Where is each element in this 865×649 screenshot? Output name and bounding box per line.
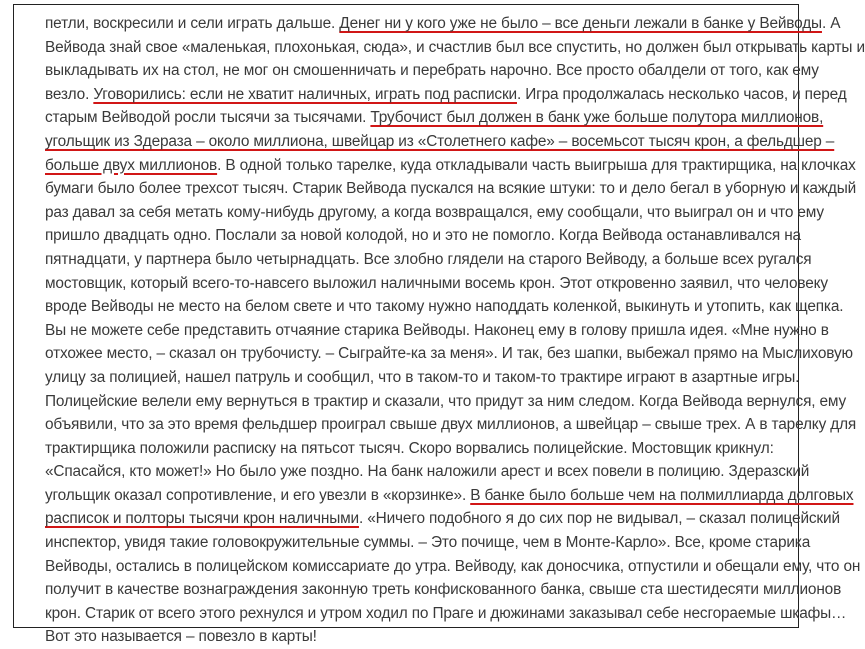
underlined-phrase: Уговорились: если не хватит наличных, играть под расписки bbox=[93, 85, 517, 103]
text-segment: пришло двадцать одно. Послали за новой колодой, но и это не помогло. Когда Вейвода останавливался на bbox=[45, 227, 801, 245]
text-segment: мостовщик, который всего-то-навсего выложил наличными восемь крон. Этот откровенно заявил, что человеку bbox=[45, 274, 828, 292]
text-segment: Вейвода знай свое «маленькая, плохонькая, сюда», и счастлив был все спустить, но должен был открывать карты и bbox=[45, 38, 865, 56]
text-segment: получит в качестве вознаграждения законную треть конфискованного банка, свыше ста шестидесяти миллионов bbox=[45, 581, 842, 599]
text-segment: пятнадцати, у партнера было четырнадцать. Все злобно глядели на старого Вейводу, а больше всех ругался bbox=[45, 250, 812, 268]
article-text bbox=[45, 12, 865, 649]
underlined-phrase: расписок и полторы тысячи крон наличными bbox=[45, 510, 359, 528]
text-segment: «Спасайся, кто может!» Но было уже поздно. На банк наложили арест и всех повели в полицию. Здеразский bbox=[45, 463, 810, 481]
underlined-phrase: угольщик из Здераза – около миллиона, швейцар из «Столетнего кафе» – восемьсот тысяч крон, а фельдшер – bbox=[45, 132, 835, 150]
text-segment: раз давал за себя метать кому-нибудь другому, а когда возвращался, ему сообщали, что выиграл он и что ему bbox=[45, 203, 824, 221]
text-line bbox=[45, 295, 844, 319]
text-line bbox=[45, 319, 829, 343]
text-segment: выкладывать их на стол, не мог он смошенничать и перебрать нарочно. Все просто обалдели от того, как ему bbox=[45, 62, 819, 80]
text-segment: Вейводы, остались в полицейском комиссариате до утра. Вейводу, как доносчика, отпустили и обещали ему, что он bbox=[45, 557, 861, 575]
text-line bbox=[45, 130, 835, 154]
text-line bbox=[45, 625, 805, 649]
text-segment: отхожее место, – сказал он трубочисту. – Сыграйте-ка за меня». И так, без шапки, выбежал прямо на Мыслиховую bbox=[45, 345, 853, 363]
text-line bbox=[45, 460, 810, 484]
text-segment: крон. Старик от всего этого рехнулся и утром ходил по Праге и дюжинами заказывал себе несгораемые шкафы… bbox=[45, 604, 847, 622]
text-segment: . А bbox=[821, 15, 841, 32]
text-line bbox=[45, 106, 824, 130]
text-line bbox=[45, 413, 857, 437]
text-segment: Вот это называется – повезло в карты! bbox=[45, 628, 317, 646]
text-line bbox=[45, 224, 805, 248]
text-segment: вроде Вейводы не место на белом свете и что такому нужно наподдать коленкой, выкинуть и утопить, как щепка. bbox=[45, 298, 844, 316]
text-segment: . В одной только тарелке, куда откладывали часть выигрыша для трактирщика, на клочках bbox=[217, 156, 856, 174]
text-line bbox=[45, 531, 811, 555]
text-line bbox=[45, 201, 824, 225]
underlined-phrase: больше двух миллионов bbox=[45, 156, 218, 174]
underlined-phrase: Денег ни у кого уже не было – все деньги лежали в банке у Вейводы bbox=[339, 15, 822, 32]
text-line bbox=[45, 342, 853, 366]
text-frame bbox=[13, 4, 865, 646]
text-segment: Вы не можете себе представить отчаяние старика Вейводы. Наконец ему в голову пришла идея. «Мне нужно в bbox=[45, 321, 829, 339]
text-line bbox=[45, 272, 828, 296]
text-segment: Полицейские велели ему вернуться в трактир и сказали, что придут за ним следом. Когда Вейвода вернулся, ему bbox=[45, 392, 847, 410]
text-segment: бумаги было более трехсот тысяч. Старик Вейвода пускался на всякие штуки: то и дело бегал в уборную и каждый bbox=[45, 180, 857, 198]
text-line bbox=[45, 83, 847, 107]
underlined-phrase: Трубочист был должен в банк уже больше полутора миллионов, bbox=[370, 109, 824, 127]
text-line bbox=[45, 555, 861, 579]
underlined-phrase: В банке было больше чем на полмиллиарда долговых bbox=[470, 486, 854, 504]
text-segment: . Игра продолжалась несколько часов, и перед bbox=[516, 85, 847, 103]
text-line bbox=[45, 366, 805, 390]
text-line bbox=[45, 177, 857, 201]
text-line bbox=[45, 484, 854, 508]
text-line bbox=[45, 437, 805, 461]
text-segment: улицу за полицией, нашел патруль и сообщил, что в таком-то и таком-то трактире играют в азартные игры. bbox=[45, 368, 800, 386]
text-segment: везло. bbox=[45, 85, 94, 103]
text-line bbox=[45, 578, 842, 602]
text-line bbox=[45, 602, 847, 626]
text-segment: петли, воскресили и сели играть дальше. bbox=[45, 15, 340, 32]
text-line bbox=[45, 248, 812, 272]
text-segment: трактирщика положили расписку на пятьсот тысяч. Скоро ворвались полицейские. Мостовщик крикнул: bbox=[45, 439, 774, 457]
text-segment: инспектор, увидя такие головокружительные суммы. – Это почище, чем в Монте-Карло». Все, кроме старика bbox=[45, 534, 811, 552]
text-segment: угольщик оказал сопротивление, и его увезли в «корзинке». bbox=[45, 486, 471, 504]
text-segment: . «Ничего подобного я до сих пор не видывал, – сказал полицейский bbox=[358, 510, 840, 528]
text-line bbox=[45, 390, 847, 414]
text-line bbox=[45, 507, 840, 531]
text-line bbox=[45, 154, 856, 178]
text-segment: старым Вейводой росли тысячи за тысячами. bbox=[45, 109, 371, 127]
text-segment: объявили, что за это время фельдшер проиграл свыше двух миллионов, а швейцар – свыше трех. А в тарелку для bbox=[45, 416, 857, 434]
text-line bbox=[45, 12, 841, 36]
text-line bbox=[45, 59, 819, 83]
text-line bbox=[45, 36, 865, 60]
